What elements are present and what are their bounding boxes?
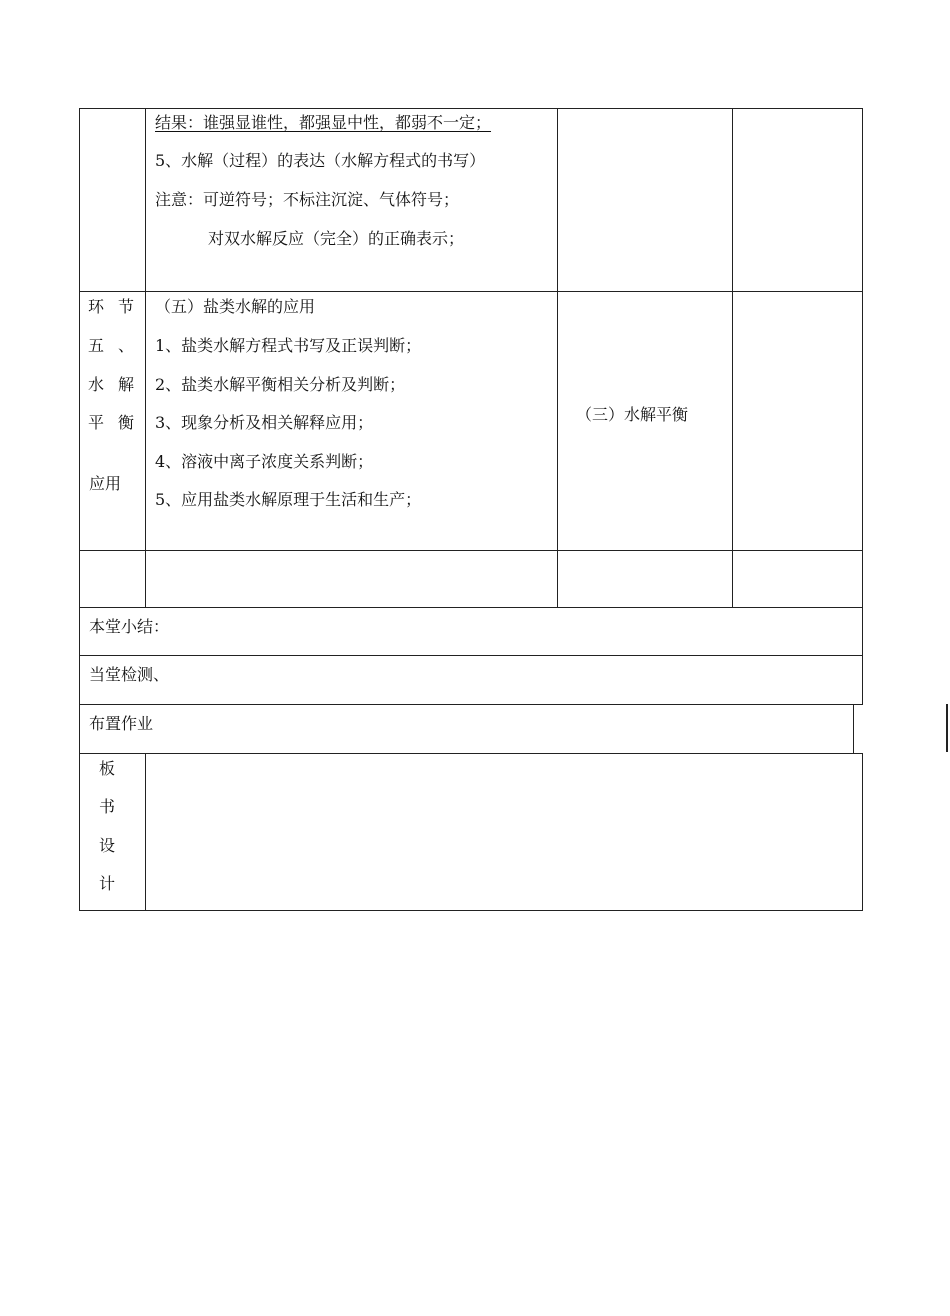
col-divider-1 (145, 108, 146, 607)
row2-item: 3、现象分析及相关解释应用； (155, 413, 374, 432)
section-label-char: 应用 (89, 474, 122, 493)
board-design-char: 计 (98, 874, 115, 893)
row2-board-note: （三）水解平衡 (576, 405, 689, 424)
board-design-char: 设 (98, 836, 115, 855)
section-label-char: 五 (87, 336, 104, 355)
section-label-char: 、 (117, 336, 134, 355)
table-border-right-upper (862, 108, 863, 704)
margin-mark (946, 704, 948, 752)
row-divider-3 (79, 607, 863, 608)
table-border-bottom (79, 910, 863, 911)
col-divider-3 (732, 108, 733, 607)
row-divider-2 (79, 550, 863, 551)
row2-item: 5、应用盐类水解原理于生活和生产； (155, 490, 422, 509)
row1-line-result: 结果：谁强显谁性，都强显中性，都弱不一定； (155, 113, 492, 132)
table-border-right-lower (862, 753, 863, 911)
board-design-char: 板 (98, 759, 115, 778)
row2-item: 2、盐类水解平衡相关分析及判断； (155, 375, 406, 394)
section-label-char: 解 (117, 375, 134, 394)
homework-label: 布置作业 (89, 714, 154, 733)
section-label-char: 节 (117, 297, 134, 316)
row1-line-note: 注意：可逆符号；不标注沉淀、气体符号； (155, 190, 460, 209)
section-label-char: 平 (87, 413, 104, 432)
row2-heading: （五）盐类水解的应用 (155, 297, 316, 316)
row1-line-double-hydrolysis: 对双水解反应（完全）的正确表示； (208, 229, 465, 248)
section-label-char: 水 (87, 375, 104, 394)
row-divider-4 (79, 655, 863, 656)
row2-item: 1、盐类水解方程式书写及正误判断； (155, 336, 422, 355)
board-design-char: 书 (98, 797, 115, 816)
row-divider-1 (79, 291, 863, 292)
row-divider-6 (79, 753, 863, 754)
row1-line-expression: 5、水解（过程）的表达（水解方程式的书写） (155, 151, 486, 170)
col-divider-2 (557, 108, 558, 607)
row-divider-5 (79, 704, 863, 705)
board-design-divider (145, 753, 146, 911)
table-border-left (79, 108, 80, 911)
table-border-top (79, 108, 863, 109)
summary-label: 本堂小结： (89, 617, 170, 636)
check-label: 当堂检测、 (89, 665, 170, 684)
section-label-char: 环 (87, 297, 104, 316)
homework-row-right-border (853, 704, 854, 753)
section-label-char: 衡 (117, 413, 134, 432)
row2-item: 4、溶液中离子浓度关系判断； (155, 452, 374, 471)
